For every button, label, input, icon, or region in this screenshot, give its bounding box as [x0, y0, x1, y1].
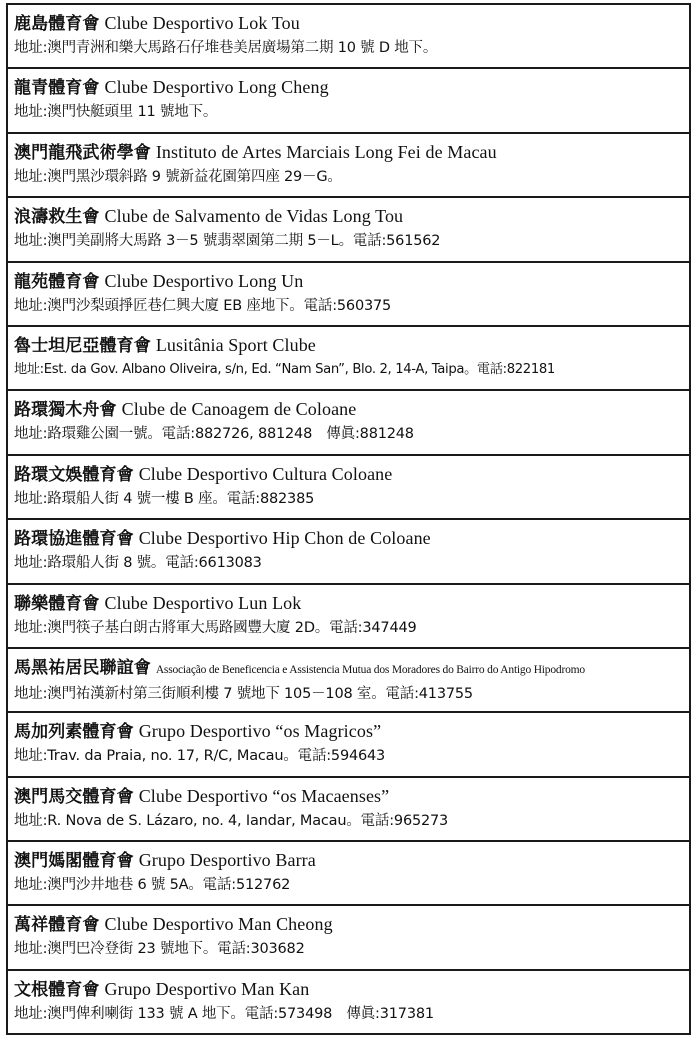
club-name-portuguese: Clube Desportivo Long Cheng — [104, 77, 329, 98]
club-entry — [8, 263, 689, 327]
club-address: 地址:澳門沙井地巷 6 號 5A。電話:512762 — [14, 877, 291, 894]
club-address: 地址:Trav. da Praia, no. 17, R/C, Macau。電話:594643 — [14, 748, 386, 765]
club-entry — [8, 456, 689, 520]
club-address: 地址:澳門美副將大馬路 3－5 號翡翠園第二期 5－L。電話:561562 — [14, 233, 441, 250]
club-name-portuguese: Instituto de Artes Marciais Long Fei de Macau — [155, 141, 497, 162]
club-name-portuguese: Grupo Desportivo “os Magricos” — [138, 721, 382, 742]
club-entry — [8, 520, 689, 584]
club-name-chinese: 浪濤救生會 — [14, 207, 100, 228]
club-name-chinese: 龍青體育會 — [14, 78, 100, 99]
club-entry — [8, 391, 689, 455]
club-name-portuguese: Grupo Desportivo Barra — [138, 850, 316, 871]
club-entry — [8, 906, 689, 970]
club-name-line — [14, 75, 683, 100]
club-name-portuguese: Clube Desportivo Cultura Coloane — [138, 463, 393, 484]
club-address: 地址:路環船人街 8 號。電話:6613083 — [14, 555, 262, 572]
club-name-line — [14, 977, 683, 1002]
club-name-chinese: 路環獨木舟會 — [14, 400, 117, 421]
club-entry — [8, 649, 689, 713]
club-name-line — [14, 848, 683, 873]
club-name-line — [14, 591, 683, 616]
club-name-line — [14, 912, 683, 937]
club-name-chinese: 鹿島體育會 — [14, 14, 100, 34]
club-address: 地址:澳門快艇頭里 11 號地下。 — [14, 104, 218, 121]
club-name-portuguese: Clube Desportivo Man Cheong — [104, 914, 333, 935]
club-address: 地址:澳門俾利喇街 133 號 A 地下。電話:573498 傳眞:317381 — [14, 1005, 434, 1022]
club-directory-list — [6, 3, 691, 1035]
club-entry — [8, 69, 689, 133]
club-name-chinese: 馬加列素體育會 — [14, 722, 134, 743]
club-name-chinese: 路環協進體育會 — [14, 529, 134, 550]
club-address: 地址:澳門沙梨頭掙匠巷仁興大廈 EB 座地下。電話:560375 — [14, 297, 392, 314]
club-name-chinese: 龍苑體育會 — [14, 271, 100, 292]
club-entry — [8, 842, 689, 906]
club-name-portuguese: Clube Desportivo Long Un — [104, 270, 304, 291]
club-name-line — [14, 719, 683, 744]
club-entry — [8, 585, 689, 649]
club-name-chinese: 萬祥體育會 — [14, 915, 100, 936]
club-name-line — [14, 397, 683, 422]
club-name-line — [14, 333, 683, 358]
club-name-chinese: 馬黑祐居民聯誼會 — [14, 657, 151, 678]
club-entry — [8, 198, 689, 262]
club-name-portuguese: Clube de Canoagem de Coloane — [121, 399, 357, 420]
club-address: 地址:澳門筷子基白朗古將軍大馬路國豐大廈 2D。電話:347449 — [14, 619, 417, 636]
club-name-line — [14, 784, 683, 809]
club-name-chinese: 澳門龍飛武術學會 — [14, 142, 151, 163]
club-name-line — [14, 204, 683, 229]
club-address: 地址:澳門黑沙環斜路 9 號新益花園第四座 29－G。 — [14, 168, 342, 185]
club-name-chinese: 魯士坦尼亞體育會 — [14, 335, 151, 356]
club-name-portuguese: Clube Desportivo Lok Tou — [104, 13, 300, 33]
club-address: 地址:路環船人街 4 號一樓 B 座。電話:882385 — [14, 490, 315, 507]
club-name-line — [14, 140, 683, 165]
club-name-chinese: 澳門媽閣體育會 — [14, 851, 134, 872]
club-name-portuguese: Clube de Salvamento de Vidas Long Tou — [104, 206, 404, 227]
club-name-portuguese: Associação de Beneficencia e Assistencia Mutua dos Moradores do Bairro do Antigo Hipodromo — [155, 663, 585, 676]
club-address: 地址:R. Nova de S. Lázaro, no. 4, Iandar, Macau。電話:965273 — [14, 812, 449, 829]
club-address: 地址:澳門巴冷登街 23 號地下。電話:303682 — [14, 941, 305, 958]
club-name-chinese: 聯樂體育會 — [14, 593, 100, 614]
club-name-chinese: 路環文娛體育會 — [14, 464, 134, 485]
club-name-chinese: 澳門馬交體育會 — [14, 786, 134, 807]
club-name-line — [14, 526, 683, 551]
club-name-chinese: 文根體育會 — [14, 979, 100, 1000]
club-name-line — [14, 269, 683, 294]
club-entry — [8, 778, 689, 842]
club-name-portuguese: Clube Desportivo Hip Chon de Coloane — [138, 528, 431, 549]
club-address: 地址:澳門青洲和樂大馬路石仔堆巷美居廣場第二期 10 號 D 地下。 — [14, 40, 438, 56]
club-entry — [8, 971, 689, 1035]
club-name-portuguese: Clube Desportivo “os Macaenses” — [138, 785, 390, 806]
club-name-portuguese: Lusitânia Sport Clube — [155, 334, 316, 355]
club-address: 地址:Est. da Gov. Albano Oliveira, s/n, Ed. “Nam San”, Blo. 2, 14-A, Taipa。電話:822181 — [14, 361, 555, 377]
club-entry — [8, 5, 689, 69]
club-entry — [8, 134, 689, 198]
club-address: 地址:路環雞公園一號。電話:882726, 881248 傳眞:881248 — [14, 426, 414, 443]
club-name-portuguese: Grupo Desportivo Man Kan — [104, 978, 310, 999]
club-entry — [8, 327, 689, 391]
club-name-line — [14, 655, 683, 682]
club-address: 地址:澳門祐漢新村第三街順利樓 7 號地下 105－108 室。電話:413755 — [14, 685, 473, 702]
club-name-line — [14, 11, 683, 36]
club-entry — [8, 713, 689, 777]
club-name-line — [14, 462, 683, 487]
club-name-portuguese: Clube Desportivo Lun Lok — [104, 592, 302, 613]
